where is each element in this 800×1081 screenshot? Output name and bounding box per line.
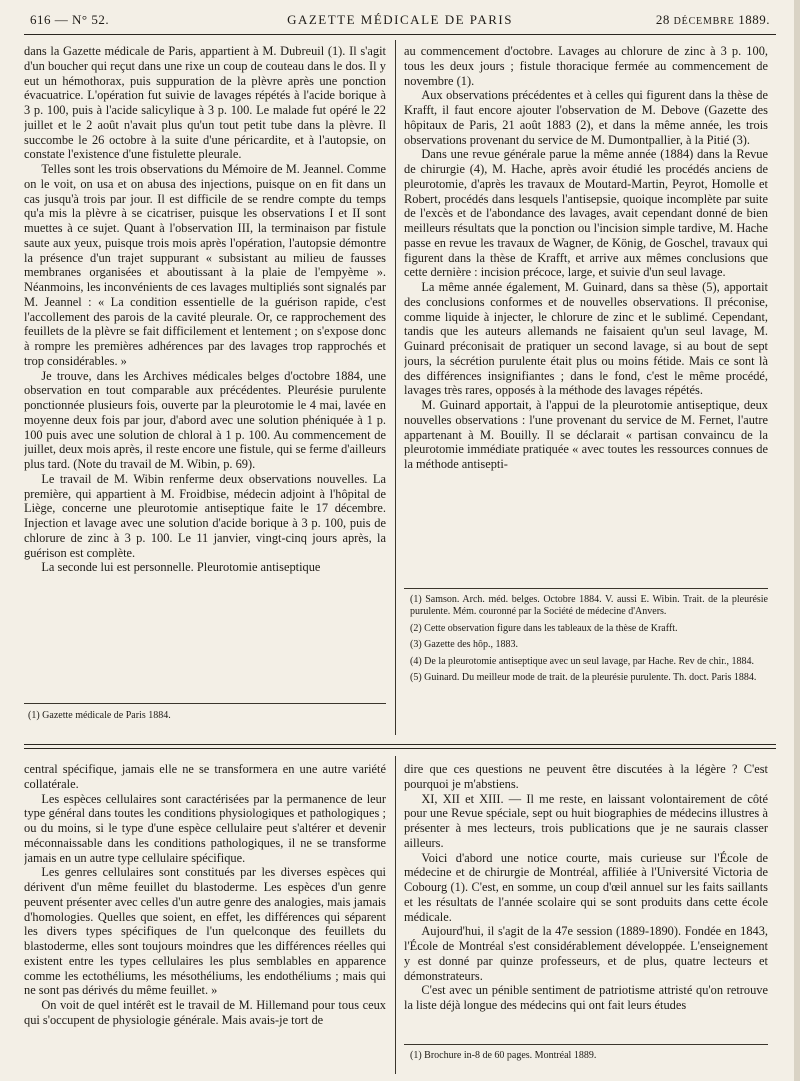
bottom-right-footnotes [410, 1050, 768, 1068]
top-right-footnotes [410, 594, 768, 739]
paragraph: Aujourd'hui, il s'agit de la 47e session (1889-1890). Fondée en 1843, l'École de Montréal s'est considérablement développée. L'enseignement y est donné par quinze professeurs, et de plus, quatre lecteurs et démonstrateurs. [404, 924, 768, 983]
top-right-column [404, 44, 768, 582]
page-number: 616 — N° 52. [30, 12, 110, 27]
paragraph: Je trouve, dans les Archives médicales belges d'octobre 1884, une observation en tout comparable aux précédentes. Pleurésie purulente ponctionnée plusieurs fois, ouverte par la pleurotomie le 4 mai, lavée en moyenne deux fois par jour, d'abord avec une solution phéniquée à 1 p. 100 puis avec une solution de chloral à 1 p. 100. Au commencement de juillet, deux mois après, il reste encore une fistule, qui se ferme d'ailleurs plus tard. (Note du travail de M. Wibin, p. 69). [24, 368, 386, 471]
top-left-column [24, 44, 386, 699]
footnote: (1) Brochure in-8 de 60 pages. Montréal 1889. [410, 1050, 597, 1061]
paragraph: Le travail de M. Wibin renferme deux observations nouvelles. La première, qui appartient à M. Froidbise, médecin adjoint à l'hôpital de Liège, concerne une pleurotomie antiseptique faite le 17 décembre. Injection et lavage avec une solution d'acide borique à 3 p. 100, puis de chlorure de zinc à 3 p. 100. Le 11 janvier, vingt-cinq jours après, la guérison est complète. [24, 471, 386, 560]
footnote: (5) Guinard. Du meilleur mode de trait. de la pleurésie purulente. Th. doct. Paris 1884. [410, 672, 757, 684]
paragraph: dans la Gazette médicale de Paris, appartient à M. Dubreuil (1). Il s'agit d'un boucher qui reçut dans une rixe un coup de couteau dans le dos. Il y eut un hémothorax, puis suppuration de la plèvre après une ponction évacuatrice. L'opération fut suivie de lavages répétés à l'acide borique à 3 p. 100, puis à l'acide salicylique à 3 p. 100. Le malade fut opéré le 22 juillet et le 2 août n'avait plus qu'un tout petit tube dans la plèvre. Il succombe le 26 octobre à la suite d'une péricardite, et à l'autopsie, on constate l'existence d'une fistulette pleurale. [24, 44, 386, 162]
paragraph: Les genres cellulaires sont constitués par les diverses espèces qui dérivent d'un même feuillet du blastoderme. Les espèces d'un genre peuvent présenter avec celles d'un autre genre des analogies, mais jamais d'homologies. Quelles que soient, en effet, les différences qui séparent les divers types spécifiques de l'un quelconque des feuillets du blastoderme, elles sont toujours moindres que les différences réelles qui existent entre les types cellulaires les plus semblables en apparence comme les ectothéliums, les mésothéliums, les endothéliums ; mais qui ne sont pas dérivés du même feuillet. » [24, 865, 386, 998]
footnote: (3) Gazette des hôp., 1883. [410, 639, 519, 651]
footnote: (4) De la pleurotomie antiseptique avec un seul lavage, par Hache. Rev de chir., 1884. [410, 655, 755, 667]
paragraph: Aux observations précédentes et à celles qui figurent dans la thèse de Krafft, il faut encore ajouter l'observation de M. Debove (Gazette des hôpitaux de Paris, 21 août 1883 (2), et dans la même année, les trois observations provenant du service de M. Dumontpallier, à la Pitié (3). [404, 88, 768, 147]
page-edge [794, 0, 800, 1081]
running-header [30, 12, 770, 32]
paragraph: C'est avec un pénible sentiment de patriotisme attristé qu'on retrouve la liste déjà longue des médecins qui ont fait leurs études [404, 983, 768, 1012]
top-left-footnotes [28, 710, 386, 730]
paragraph: La seconde lui est personnelle. Pleurotomie antiseptique [41, 560, 321, 575]
paragraph: Les espèces cellulaires sont caractérisées par la permanence de leur type général dans toutes les conditions physiologiques et pathologiques ; ou du moins, si le type d'une espèce cellulaire peut s'altérer et devenir méconnaissable dans les conditions pathologiques, il ne se transforme jamais en un autre type cellulaire spécifique. [24, 791, 386, 865]
bottom-right-column [404, 762, 768, 1042]
footnote: (1) Gazette médicale de Paris 1884. [28, 710, 171, 721]
paragraph: Telles sont les trois observations du Mémoire de M. Jeannel. Comme on le voit, on usa et on abusa des injections, puisque on en fit dans un cas jusqu'à trois par jour. Il est difficile de se rendre compte du temps qu'a mis la plèvre à se cicatriser, puisque les observations I et II sont muettes à ce sujet. Quant à l'observation III, la terminaison par fistule saute aux yeux, puisque trois mois après l'opération, l'autopsie démontre la présence d'un trajet suppurant « subsistant au milieu de fausses membranes organisées et aboutissant à la plaie de l'empyème ». Néanmoins, les inconvénients de ces lavages multipliés sont signalés par M. Jeannel : « La condition essentielle de la guérison rapide, c'est l'accollement des parois de la cavité pleurale. Or, ce rapprochement des feuillets de la plèvre se fait difficilement et lentement ; on s'expose donc à rompre les premières adhérences par des lavages trop rapprochés et trop considérables. » [24, 162, 386, 368]
footnote-rule [404, 588, 768, 589]
journal-title: GAZETTE MÉDICALE DE PARIS [287, 12, 513, 27]
section-rule [24, 744, 776, 745]
column-divider [395, 40, 396, 735]
bottom-left-column [24, 762, 386, 1074]
column-divider [395, 756, 396, 1074]
paragraph: M. Guinard apportait, à l'appui de la pleurotomie antiseptique, deux nouvelles observations : l'une provenant du service de M. Fernet, l'autre appartenant à M. Bouilly. Il se déclarait « partisan convaincu de la pleurotomie immédiate pratiquée « avec toutes les ressources connues de la méthode antisepti- [404, 398, 768, 471]
footnote: (2) Cette observation figure dans les tableaux de la thèse de Krafft. [410, 622, 678, 634]
footnote-rule [404, 1044, 768, 1045]
paragraph: Dans une revue générale parue la même année (1884) dans la Revue de chirurgie (4), M. Hache, après avoir étudié les procédés anciens de pleurotomie, d'après les travaux de Moutard-Martin, Peyrot, Homolle et Robert, procédés dans lesquels l'antisepsie, quoique incomplète par suite de l'excès et de l'abondance des lavages, avait cependant donné de bien meilleurs résultats que la ponction ou l'incision simple tardive, M. Hache passe en revue les travaux de Wagner, de König, de Goschel, travaux qui figurent dans la thèse de Krafft, et arrive aux mêmes conclusions que cette dernière : incision précoce, large, et suivie d'un seul lavage. [404, 147, 768, 280]
footnote-rule [24, 703, 386, 704]
paragraph: La même année également, M. Guinard, dans sa thèse (5), apportait des conclusions conformes et de nouvelles observations. Il préconise, comme liquide à injecter, le chlorure de zinc et le sublimé. Cependant, tandis que les auteurs allemands ne faisaient qu'un seul lavage, M. Guinard préconisait de pratiquer un second lavage, si au bout de sept jours, la sécrétion purulente était plus ou moins fétide. Mais ce sont là des différences insignifiantes ; dans le fond, c'est le même procédé, lavages très rares, opposés à la méthode des lavages répétés. [404, 280, 768, 398]
footnote: (1) Samson. Arch. méd. belges. Octobre 1884. V. aussi E. Wibin. Trait. de la pleurésie purulente. Mém. couronné par la Société de médecine d'Anvers. [410, 594, 768, 618]
paragraph: au commencement d'octobre. Lavages au chlorure de zinc à 3 p. 100, tous les deux jours ; fistule thoracique fermée au commencement de novembre (1). [404, 44, 768, 88]
paragraph: Voici d'abord une notice courte, mais curieuse sur l'École de médecine et de chirurgie de Montréal, affiliée à l'Université Victoria de Cobourg (1). C'est, en somme, un coup d'œil annuel sur les faits saillants et les résultats de l'année scolaire qui se sont produits dans cette école médicale. [404, 850, 768, 924]
issue-date: 28 DÉCEMBRE 1889. [655, 12, 770, 27]
section-rule [24, 748, 776, 749]
paragraph: XI, XII et XIII. — Il me reste, en laissant volontairement de côté pour une Revue spéciale, sept ou huit biographies de médecins illustres à présenter à mes lecteurs, trois publications que je ne saurais classer ailleurs. [404, 791, 768, 850]
paragraph: dire que ces questions ne peuvent être discutées à la légère ? C'est pourquoi je m'abstiens. [404, 762, 768, 791]
paragraph: central spécifique, jamais elle ne se transformera en une autre variété collatérale. [24, 762, 386, 791]
paragraph: On voit de quel intérêt est le travail de M. Hillemand pour tous ceux qui s'occupent de physiologie générale. Mais avais-je tort de [24, 998, 386, 1027]
header-rule [24, 34, 776, 35]
